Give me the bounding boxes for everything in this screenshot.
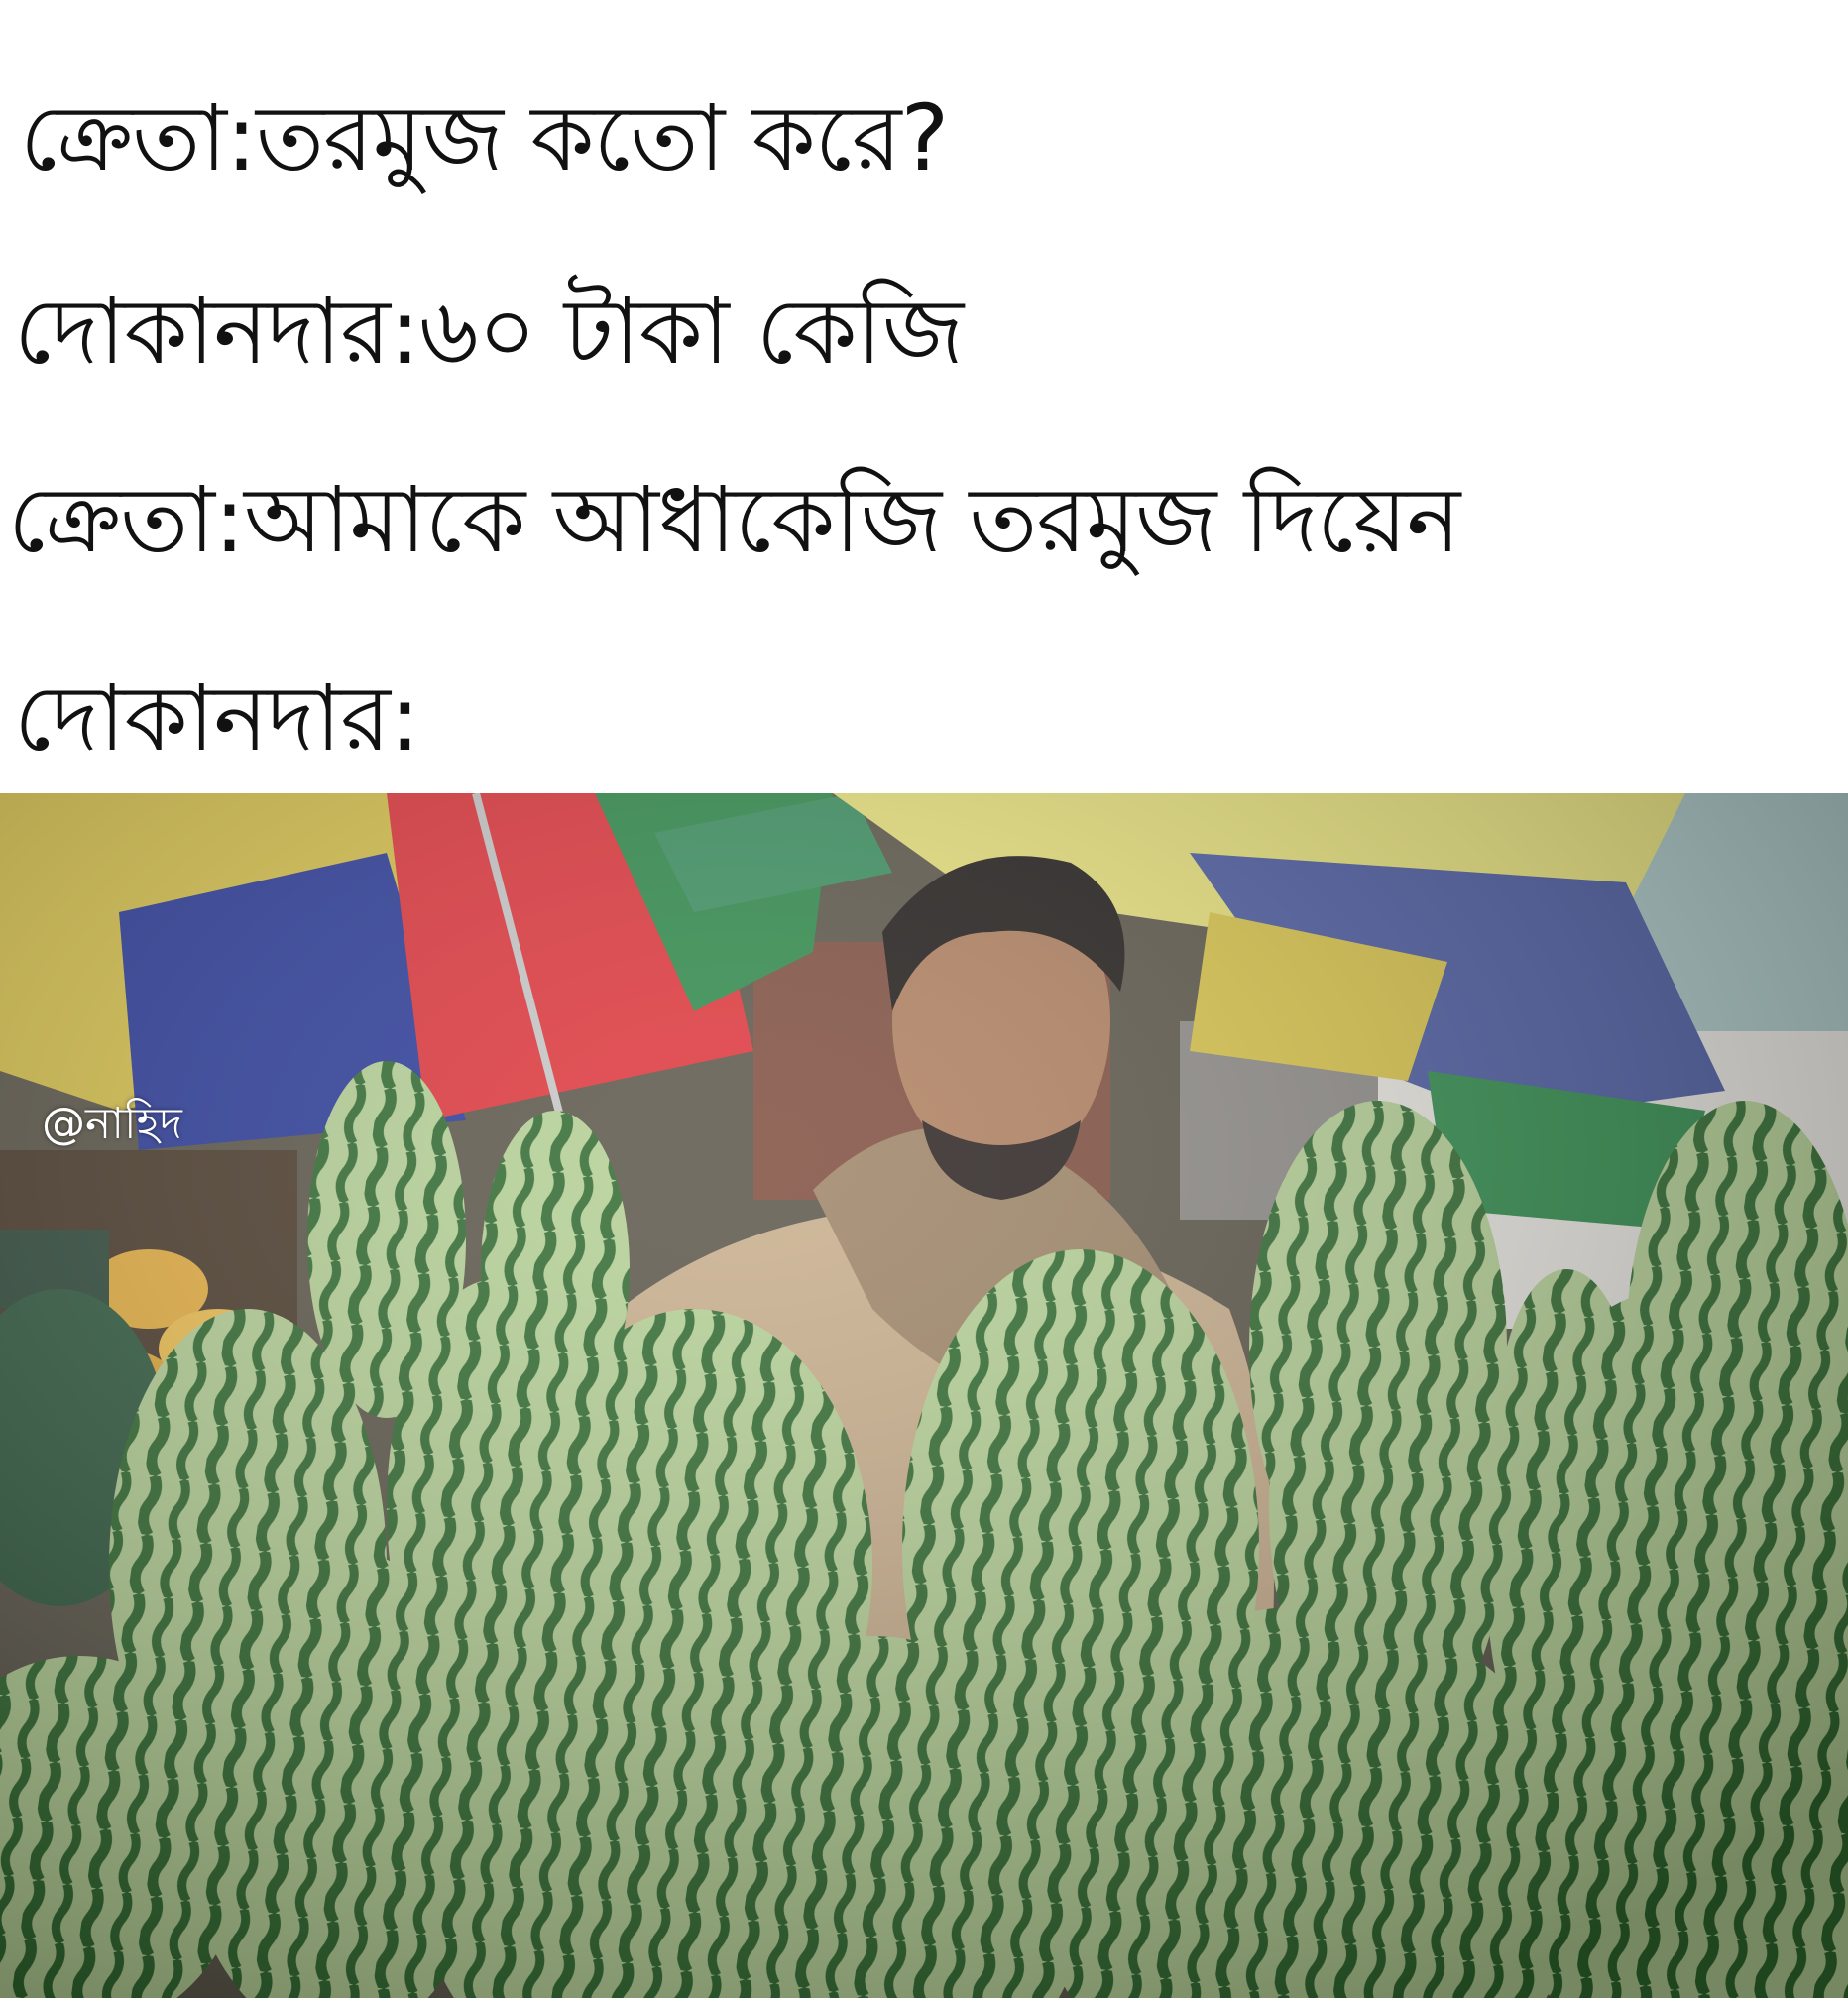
watermark-credit: @নাহিদ xyxy=(42,1099,182,1149)
caption-buyer-question: ক্রেতা:তরমুজ কতো করে? xyxy=(20,85,949,191)
caption-seller-price: দোকানদার:৬০ টাকা কেজি xyxy=(14,279,964,385)
caption-block xyxy=(0,0,1848,793)
caption-seller-reaction: দোকানদার: xyxy=(14,665,419,771)
market-scene-illustration xyxy=(0,793,1848,1998)
caption-buyer-request: ক্রেতা:আমাকে আধাকেজি তরমুজ দিয়েন xyxy=(8,467,1460,573)
watermelon-market-photo xyxy=(0,793,1848,1998)
